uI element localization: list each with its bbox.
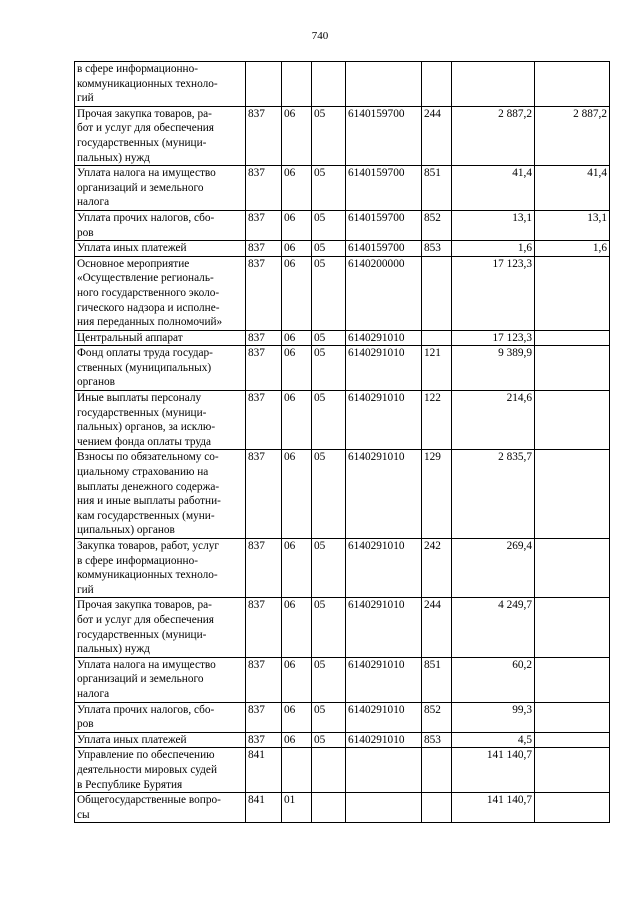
table-row (75, 539, 610, 598)
department-code: 837 (248, 703, 265, 716)
amount-value: 4,5 (517, 733, 532, 746)
amount-value-2-cell (535, 598, 610, 657)
department-code-cell (246, 702, 282, 732)
table-row (75, 166, 610, 211)
row-name: в сфере информационно- коммуникационных техноло- гий (77, 63, 218, 105)
amount-value-2-cell (535, 166, 610, 211)
department-code-cell (246, 106, 282, 165)
section-code: 06 (284, 392, 296, 405)
target-article-code-cell (346, 241, 422, 257)
table-row (75, 793, 610, 823)
target-article-code-cell (346, 330, 422, 346)
department-code-cell (246, 330, 282, 346)
subsection-code: 05 (314, 167, 326, 180)
amount-value: 2 835,7 (498, 451, 532, 464)
amount-value-2-cell (535, 391, 610, 450)
section-code: 06 (284, 703, 296, 716)
subsection-code: 05 (314, 242, 326, 255)
row-name: Центральный аппарат (77, 331, 183, 344)
expense-type-code-cell (422, 391, 452, 450)
department-code-cell (246, 657, 282, 702)
department-code: 837 (248, 107, 265, 120)
target-article-code: 6140291010 (348, 733, 405, 746)
amount-value-cell (452, 62, 535, 107)
expense-type-code-cell (422, 166, 452, 211)
target-article-code-cell (346, 450, 422, 539)
amount-value-2: 1,6 (592, 242, 607, 255)
row-name: Уплата иных платежей (77, 242, 187, 255)
expense-type-code-cell (422, 598, 452, 657)
section-code-cell (282, 241, 312, 257)
amount-value-cell (452, 210, 535, 240)
amount-value-2-cell (535, 793, 610, 823)
department-code-cell (246, 256, 282, 330)
target-article-code: 6140291010 (348, 392, 405, 405)
amount-value-cell (452, 539, 535, 598)
row-name-cell (75, 748, 246, 793)
subsection-code-cell (312, 732, 346, 748)
table-row (75, 210, 610, 240)
section-code-cell (282, 330, 312, 346)
department-code-cell (246, 450, 282, 539)
department-code-cell (246, 166, 282, 211)
department-code-cell (246, 539, 282, 598)
budget-table-body (75, 62, 610, 823)
department-code-cell (246, 346, 282, 391)
expense-type-code-cell (422, 748, 452, 793)
row-name: Прочая закупка товаров, ра- бот и услуг для обеспечения государственных (муници- пальных) нужд (77, 107, 215, 164)
department-code: 837 (248, 331, 265, 344)
subsection-code-cell (312, 166, 346, 211)
subsection-code: 05 (314, 733, 326, 746)
department-code-cell (246, 793, 282, 823)
amount-value: 41,4 (512, 167, 532, 180)
amount-value: 214,6 (506, 392, 532, 405)
subsection-code-cell (312, 391, 346, 450)
subsection-code: 05 (314, 107, 326, 120)
amount-value-cell (452, 732, 535, 748)
expense-type-code-cell (422, 450, 452, 539)
row-name-cell (75, 702, 246, 732)
row-name: Закупка товаров, работ, услуг в сфере информационно- коммуникационных техноло- гий (77, 540, 219, 596)
target-article-code-cell (346, 210, 422, 240)
amount-value-2-cell (535, 702, 610, 732)
table-row (75, 62, 610, 107)
department-code: 837 (248, 658, 265, 671)
expense-type-code: 853 (424, 733, 441, 746)
amount-value-cell (452, 748, 535, 793)
subsection-code: 05 (314, 540, 326, 552)
target-article-code: 6140291010 (348, 658, 405, 671)
subsection-code: 05 (314, 658, 326, 671)
target-article-code-cell (346, 62, 422, 107)
row-name-cell (75, 241, 246, 257)
page-number: 740 (311, 30, 329, 42)
section-code: 06 (284, 211, 296, 224)
target-article-code: 6140159700 (348, 167, 405, 180)
target-article-code-cell (346, 256, 422, 330)
department-code-cell (246, 748, 282, 793)
subsection-code-cell (312, 450, 346, 539)
target-article-code-cell (346, 732, 422, 748)
expense-type-code: 244 (424, 107, 441, 120)
amount-value: 141 140,7 (486, 794, 532, 807)
subsection-code: 05 (314, 257, 326, 270)
section-code-cell (282, 256, 312, 330)
row-name: Уплата налога на имущество организаций и земельного налога (77, 167, 216, 209)
subsection-code: 05 (314, 703, 326, 716)
table-row (75, 732, 610, 748)
target-article-code: 6140291010 (348, 703, 405, 716)
section-code-cell (282, 598, 312, 657)
row-name-cell (75, 539, 246, 598)
table-row (75, 598, 610, 657)
target-article-code: 6140291010 (348, 540, 405, 552)
section-code: 06 (284, 242, 296, 255)
section-code-cell (282, 748, 312, 793)
expense-type-code: 852 (424, 703, 441, 716)
amount-value-cell (452, 106, 535, 165)
expense-type-code: 244 (424, 599, 441, 612)
subsection-code-cell (312, 210, 346, 240)
expense-type-code-cell (422, 732, 452, 748)
section-code: 06 (284, 347, 296, 360)
amount-value-2: 41,4 (587, 167, 607, 180)
amount-value: 2 887,2 (498, 107, 532, 120)
row-name: Общегосударственные вопро- сы (77, 794, 221, 821)
subsection-code: 05 (314, 451, 326, 464)
target-article-code: 6140159700 (348, 107, 405, 120)
amount-value-cell (452, 346, 535, 391)
target-article-code-cell (346, 748, 422, 793)
target-article-code: 6140291010 (348, 347, 405, 360)
row-name: Основное мероприятие «Осуществление региональ- ного государственного эколо- гического надзора и исполне- ния переданных полномочий» (77, 257, 223, 329)
amount-value: 99,3 (512, 703, 532, 716)
department-code-cell (246, 241, 282, 257)
amount-value-cell (452, 256, 535, 330)
section-code-cell (282, 539, 312, 598)
section-code: 06 (284, 658, 296, 671)
subsection-code-cell (312, 106, 346, 165)
section-code: 06 (284, 733, 296, 746)
subsection-code: 05 (314, 347, 326, 360)
subsection-code-cell (312, 702, 346, 732)
section-code-cell (282, 657, 312, 702)
expense-type-code-cell (422, 657, 452, 702)
target-article-code-cell (346, 702, 422, 732)
target-article-code: 6140159700 (348, 211, 405, 224)
department-code: 837 (248, 211, 265, 224)
expense-type-code: 852 (424, 211, 441, 224)
amount-value: 4 249,7 (498, 599, 532, 612)
department-code-cell (246, 62, 282, 107)
subsection-code: 05 (314, 392, 326, 405)
expense-type-code-cell (422, 330, 452, 346)
amount-value-2-cell (535, 330, 610, 346)
amount-value-2: 13,1 (587, 211, 607, 224)
expense-type-code-cell (422, 539, 452, 598)
expense-type-code: 122 (424, 392, 441, 405)
table-row (75, 106, 610, 165)
expense-type-code-cell (422, 256, 452, 330)
department-code: 837 (248, 257, 265, 270)
row-name: Управление по обеспечению деятельности мировых судей в Республике Бурятия (77, 749, 217, 791)
row-name: Уплата прочих налогов, сбо- ров (77, 703, 215, 731)
department-code: 841 (248, 749, 265, 762)
department-code: 837 (248, 347, 265, 360)
table-row (75, 450, 610, 539)
department-code-cell (246, 732, 282, 748)
expense-type-code: 851 (424, 167, 441, 180)
row-name: Прочая закупка товаров, ра- бот и услуг для обеспечения государственных (муници- пальных) нужд (77, 599, 215, 656)
section-code-cell (282, 106, 312, 165)
expense-type-code-cell (422, 793, 452, 823)
amount-value-cell (452, 166, 535, 211)
target-article-code-cell (346, 598, 422, 657)
row-name-cell (75, 793, 246, 823)
row-name-cell (75, 106, 246, 165)
target-article-code-cell (346, 106, 422, 165)
amount-value-cell (452, 598, 535, 657)
amount-value: 60,2 (512, 658, 532, 671)
budget-table (74, 61, 610, 823)
amount-value-2-cell (535, 241, 610, 257)
amount-value: 1,6 (517, 242, 532, 255)
row-name: Взносы по обязательному со- циальному страхованию на выплаты денежного содержа- ния и иные выплаты работни- кам государственных (муни- ципальных) органов (77, 451, 221, 537)
row-name-cell (75, 166, 246, 211)
row-name: Уплата иных платежей (77, 733, 187, 746)
amount-value-cell (452, 450, 535, 539)
expense-type-code-cell (422, 241, 452, 257)
section-code-cell (282, 346, 312, 391)
expense-type-code-cell (422, 210, 452, 240)
section-code-cell (282, 391, 312, 450)
section-code: 06 (284, 599, 296, 612)
subsection-code-cell (312, 330, 346, 346)
row-name-cell (75, 210, 246, 240)
section-code-cell (282, 702, 312, 732)
target-article-code-cell (346, 539, 422, 598)
target-article-code-cell (346, 166, 422, 211)
subsection-code-cell (312, 256, 346, 330)
department-code: 837 (248, 167, 265, 180)
section-code: 06 (284, 451, 296, 464)
amount-value: 269,4 (506, 540, 532, 552)
target-article-code-cell (346, 391, 422, 450)
section-code: 01 (284, 794, 296, 807)
row-name-cell (75, 346, 246, 391)
section-code-cell (282, 210, 312, 240)
section-code: 06 (284, 257, 296, 270)
expense-type-code: 242 (424, 540, 441, 552)
row-name-cell (75, 657, 246, 702)
amount-value-2-cell (535, 106, 610, 165)
subsection-code-cell (312, 539, 346, 598)
subsection-code: 05 (314, 599, 326, 612)
row-name-cell (75, 450, 246, 539)
subsection-code-cell (312, 598, 346, 657)
table-row (75, 702, 610, 732)
table-row (75, 748, 610, 793)
section-code-cell (282, 793, 312, 823)
expense-type-code: 853 (424, 242, 441, 255)
target-article-code: 6140291010 (348, 451, 405, 464)
amount-value-cell (452, 793, 535, 823)
amount-value: 13,1 (512, 211, 532, 224)
amount-value: 141 140,7 (486, 749, 532, 762)
department-code-cell (246, 210, 282, 240)
table-row (75, 391, 610, 450)
expense-type-code: 129 (424, 451, 441, 464)
row-name-cell (75, 330, 246, 346)
table-row (75, 346, 610, 391)
target-article-code: 6140291010 (348, 331, 405, 344)
amount-value: 17 123,3 (492, 257, 532, 270)
amount-value: 17 123,3 (492, 331, 532, 344)
table-row (75, 330, 610, 346)
department-code: 837 (248, 392, 265, 405)
department-code-cell (246, 598, 282, 657)
department-code: 837 (248, 451, 265, 464)
amount-value-2: 2 887,2 (573, 107, 607, 120)
amount-value-2-cell (535, 346, 610, 391)
table-row (75, 256, 610, 330)
target-article-code-cell (346, 793, 422, 823)
section-code: 06 (284, 107, 296, 120)
department-code: 841 (248, 794, 265, 807)
subsection-code: 05 (314, 211, 326, 224)
section-code: 06 (284, 331, 296, 344)
section-code-cell (282, 166, 312, 211)
amount-value: 9 389,9 (498, 347, 532, 360)
expense-type-code: 121 (424, 347, 441, 360)
subsection-code-cell (312, 241, 346, 257)
row-name: Уплата налога на имущество организаций и земельного налога (77, 658, 216, 700)
department-code-cell (246, 391, 282, 450)
table-row (75, 241, 610, 257)
expense-type-code-cell (422, 106, 452, 165)
amount-value-2-cell (535, 748, 610, 793)
amount-value-cell (452, 330, 535, 346)
expense-type-code-cell (422, 702, 452, 732)
row-name: Фонд оплаты труда государ- ственных (муниципальных) органов (77, 347, 213, 389)
section-code: 06 (284, 167, 296, 180)
amount-value-cell (452, 241, 535, 257)
section-code-cell (282, 732, 312, 748)
target-article-code: 6140291010 (348, 599, 405, 612)
target-article-code: 6140159700 (348, 242, 405, 255)
row-name-cell (75, 598, 246, 657)
section-code-cell (282, 450, 312, 539)
amount-value-2-cell (535, 450, 610, 539)
row-name: Иные выплаты персоналу государственных (муници- пальных) органов, за исклю- чением фонда оплаты труда (77, 392, 216, 448)
subsection-code-cell (312, 748, 346, 793)
amount-value-2-cell (535, 732, 610, 748)
expense-type-code-cell (422, 346, 452, 391)
amount-value-2-cell (535, 539, 610, 598)
amount-value-2-cell (535, 256, 610, 330)
amount-value-cell (452, 391, 535, 450)
department-code: 837 (248, 540, 265, 552)
table-row (75, 657, 610, 702)
target-article-code-cell (346, 346, 422, 391)
department-code: 837 (248, 599, 265, 612)
expense-type-code: 851 (424, 658, 441, 671)
subsection-code-cell (312, 793, 346, 823)
row-name-cell (75, 732, 246, 748)
section-code: 06 (284, 540, 296, 552)
amount-value-cell (452, 702, 535, 732)
subsection-code-cell (312, 657, 346, 702)
subsection-code-cell (312, 62, 346, 107)
department-code: 837 (248, 242, 265, 255)
row-name-cell (75, 256, 246, 330)
subsection-code-cell (312, 346, 346, 391)
row-name: Уплата прочих налогов, сбо- ров (77, 211, 215, 239)
amount-value-2-cell (535, 210, 610, 240)
department-code: 837 (248, 733, 265, 746)
subsection-code: 05 (314, 331, 326, 344)
target-article-code: 6140200000 (348, 257, 405, 270)
amount-value-cell (452, 657, 535, 702)
row-name-cell (75, 62, 246, 107)
expense-type-code-cell (422, 62, 452, 107)
amount-value-2-cell (535, 657, 610, 702)
section-code-cell (282, 62, 312, 107)
row-name-cell (75, 391, 246, 450)
amount-value-2-cell (535, 62, 610, 107)
target-article-code-cell (346, 657, 422, 702)
